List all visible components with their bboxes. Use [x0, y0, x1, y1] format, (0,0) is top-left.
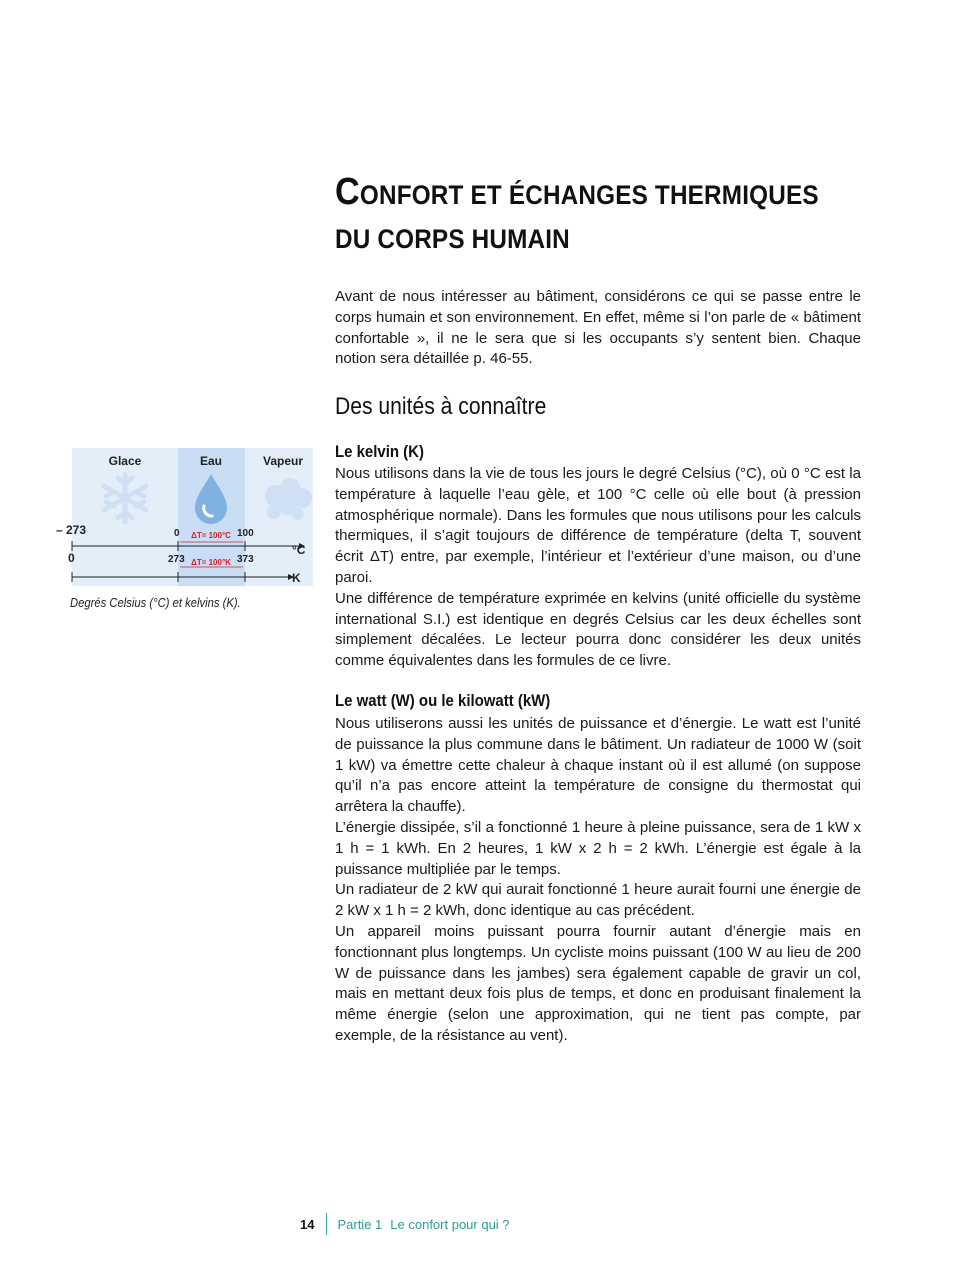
watt-paragraph: L’énergie dissipée, s’il a fonctionné 1 heure à pleine puissance, sera de 1 kW x 1 h = 1 kWh. En 2 heures, 1 kW x 2 h = 2 kWh. L’énergie est égale à la puissance multipliée par le temps.: [335, 818, 861, 878]
kelvin-zero-label: 273: [168, 554, 185, 565]
title-line2: DU CORPS HUMAIN: [335, 224, 570, 254]
watt-paragraph: Nous utiliserons aussi les unités de puissance et d’énergie. Le watt est l’unité de puissance la plus commune dans le bâtiment. Un radiateur de 1000 W (soit 1 kW) va émettre cette chaleur à chaque instant où il est allumé (on suppose qu’il n’a pas encore atteint la température de consigne du thermostat qui arrêtera la chauffe).: [335, 715, 861, 816]
kelvin-paragraph: Une différence de température exprimée en kelvins (unité officielle du système international S.I.) est identique en degrés Celsius car les deux échelles sont simplement décalées. Le lecteur pourra donc considérer les deux unités comme équivalentes dans les formules de ce livre.: [335, 589, 861, 670]
intro-paragraph: Avant de nous intéresser au bâtiment, considérons ce qui se passe entre le corps humain et son environnement. En effet, même si l’on parle de « bâtiment confortable », il ne le sera que si les occupants s’y sentent bien. Chaque notion sera détaillée p. 46-55.: [335, 288, 861, 368]
footer-chapter: Le confort pour qui ?: [390, 1216, 510, 1232]
figure-caption: Degrés Celsius (°C) et kelvins (K).: [70, 596, 241, 610]
celsius-delta-label: ΔT= 100°C: [191, 531, 231, 540]
kelvin-start-label: 0: [68, 551, 75, 565]
celsius-start-label: – 273: [56, 523, 87, 537]
watt-paragraph: Un radiateur de 2 kW qui aurait fonctionné 1 heure aurait fourni une énergie de 2 kW x 1 h = 2 kWh, donc identique au cas précédent.: [335, 881, 861, 920]
kelvin-hundred-label: 373: [237, 554, 254, 565]
kelvin-paragraph: Nous utilisons dans la vie de tous les jours le degré Celsius (°C), où 0 °C est la température à laquelle l’eau gèle, et 100 °C celle où elle bout (à pression atmosphérique normale). Dans les formules que nous utilisons pour les calculs thermiques, il s’agit toujours de différence de température (delta T, souvent écrit ΔT) entre, par exemple, l’intérieur et l’extérieur d’une maison, ou d’une paroi.: [335, 465, 861, 586]
footer-divider: [326, 1213, 327, 1235]
temperature-scale-figure: [52, 446, 317, 591]
ice-label: Glace: [108, 454, 142, 468]
kelvin-delta-label: ΔT= 100°K: [191, 558, 231, 567]
kelvin-heading: Le kelvin (K): [335, 442, 424, 461]
celsius-unit-label: °C: [292, 543, 306, 557]
title-initial: C: [335, 171, 360, 213]
watt-heading: Le watt (W) ou le kilowatt (kW): [335, 691, 551, 710]
page-title: [335, 170, 839, 261]
page-number: 14: [300, 1216, 315, 1232]
watt-paragraph: Un appareil moins puissant pourra fournir autant d’énergie mais en fonctionnant plus longtemps. Un cycliste moins puissant (100 W au lieu de 200 W de puissance dans les jambes) sera également capable de gravir un col, mais en mettant deux fois plus de temps, et donc en produisant finalement la même énergie (selon une approximation, qui ne tient pas compte, par exemple, de la résistance au vent).: [335, 922, 861, 1044]
footer-part: Partie 1: [337, 1216, 383, 1232]
section-heading: Des unités à connaître: [335, 393, 547, 420]
kelvin-body: [335, 464, 861, 672]
water-label: Eau: [199, 454, 223, 468]
kelvin-unit-label: K: [292, 571, 301, 585]
celsius-hundred-label: 100: [237, 528, 254, 539]
celsius-zero-label: 0: [174, 528, 180, 539]
title-line1: ONFORT ET ÉCHANGES THERMIQUES: [359, 180, 819, 210]
watt-body: [335, 714, 861, 1047]
vapor-label: Vapeur: [262, 454, 304, 468]
page-footer: [300, 1212, 510, 1236]
